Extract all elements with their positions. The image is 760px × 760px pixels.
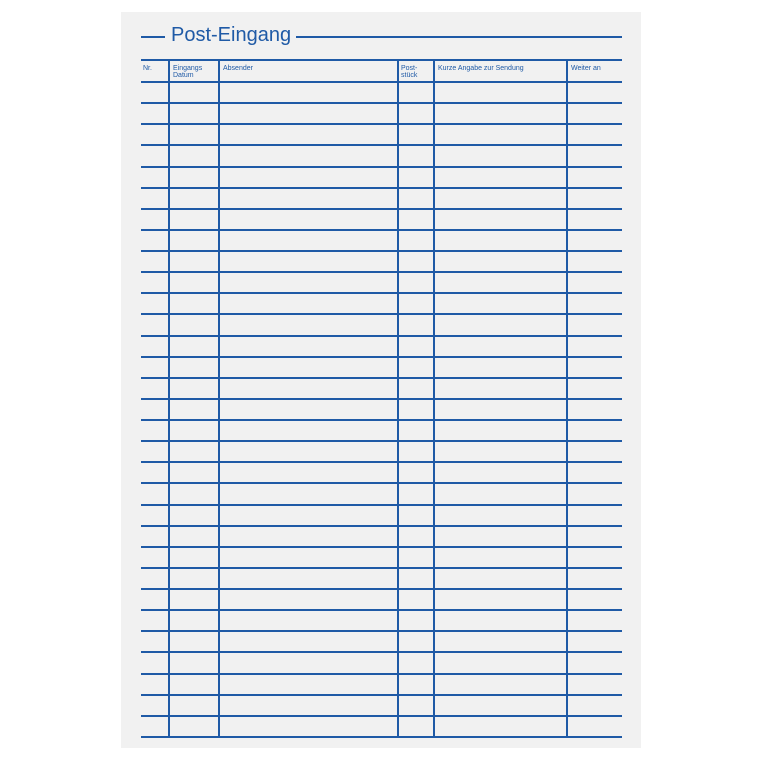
column-header-weiter-an xyxy=(571,65,601,72)
table-row-line xyxy=(141,208,622,210)
column-header-eingang-line2: Datum xyxy=(173,72,194,79)
column-header-nr-text: Nr. xyxy=(143,65,152,72)
table-row-line xyxy=(141,419,622,421)
table-row-line xyxy=(141,356,622,358)
table-row-line xyxy=(141,144,622,146)
table-row-line xyxy=(141,271,622,273)
table-row-line xyxy=(141,187,622,189)
column-header-kurze-angabe xyxy=(438,65,524,72)
table-row-line xyxy=(141,694,622,696)
table-top-border xyxy=(141,59,622,61)
table-row-line xyxy=(141,630,622,632)
table-row-line xyxy=(141,736,622,738)
title-rule-right xyxy=(296,36,622,38)
column-header-eingang-line1: Eingangs xyxy=(173,65,203,72)
table-row-line xyxy=(141,398,622,400)
form-title: Post-Eingang xyxy=(171,24,292,46)
table-row-line xyxy=(141,609,622,611)
table-row-line xyxy=(141,229,622,231)
table-row-line xyxy=(141,292,622,294)
table-row-line xyxy=(141,377,622,379)
table-row-line xyxy=(141,461,622,463)
column-header-absender xyxy=(223,65,253,72)
table-row-line xyxy=(141,567,622,569)
table-row-line xyxy=(141,588,622,590)
table-row-line xyxy=(141,123,622,125)
table-row-line xyxy=(141,313,622,315)
table-row-line xyxy=(141,504,622,506)
title-rule-left xyxy=(141,36,165,38)
table-row-line xyxy=(141,651,622,653)
table-row-line xyxy=(141,440,622,442)
column-header-nr xyxy=(143,65,152,72)
column-header-post-line1: Post- xyxy=(401,65,418,72)
table-row-line xyxy=(141,102,622,104)
column-header-absender-text: Absender xyxy=(223,65,253,72)
header-bottom-border xyxy=(141,81,622,83)
table-row-line xyxy=(141,250,622,252)
column-header-weiter-text: Weiter an xyxy=(571,65,601,72)
table-row-line xyxy=(141,715,622,717)
table-row-line xyxy=(141,482,622,484)
column-header-kurze-text: Kurze Angabe zur Sendung xyxy=(438,65,524,72)
column-header-eingang xyxy=(173,65,202,79)
column-header-poststueck xyxy=(401,65,417,79)
table-row-line xyxy=(141,335,622,337)
table-row-line xyxy=(141,546,622,548)
table-row-line xyxy=(141,673,622,675)
table-row-line xyxy=(141,525,622,527)
table-row-line xyxy=(141,166,622,168)
column-header-post-line2: stück xyxy=(401,72,418,79)
